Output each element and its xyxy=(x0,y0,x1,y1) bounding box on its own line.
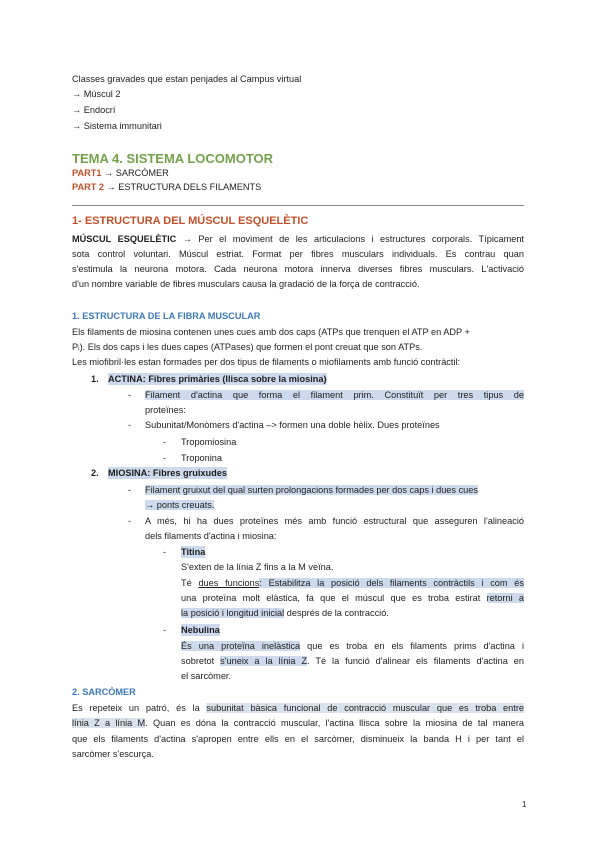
sub1-heading: 1. ESTRUCTURA DE LA FIBRA MUSCULAR xyxy=(72,311,261,321)
bullet-dash: - xyxy=(163,547,167,557)
miosina-b2-line2: dels filaments d'actina i miosina: xyxy=(145,531,277,541)
nebulina-title: Nebulina xyxy=(181,625,220,635)
sub1-p1-line2: Pᵢ). Els dos caps i les dues capes (ATPases) que formen el pont creuat que son ATPs. xyxy=(72,342,423,352)
miosina-b1-line1 xyxy=(145,484,478,496)
titina-l3-hl: retorni a xyxy=(486,593,524,603)
nebulina-l2-pre: sobretot xyxy=(181,656,221,666)
nebulina-l1-post: que es troba en els filaments prims d'actina i xyxy=(300,641,524,651)
sub2-line4: sarcòmer s'escurça. xyxy=(72,749,154,759)
actina-number: 1. xyxy=(91,374,99,384)
nebulina-l1-hl: És una proteïna inelàstica xyxy=(181,641,301,651)
bullet-dash: - xyxy=(128,516,132,526)
bullet-dash: - xyxy=(163,437,167,447)
actina-b1-line2: proteïnes: xyxy=(145,405,186,415)
section1-line1 xyxy=(72,233,524,245)
sub2-l2-post: . Quan es dóna la contracció muscular, l'actina llisca sobre la miosina de tal manera xyxy=(145,718,525,728)
bullet-dash: - xyxy=(163,453,167,463)
sub1-p2: Les miofibril·les estan formades per dos tipus de filaments o miofilaments amb funció contràctil: xyxy=(72,357,461,367)
part1-line xyxy=(72,167,169,179)
miosina-title: MIOSINA: Fibres gruixudes xyxy=(108,468,227,478)
titina-l2-pre: Té xyxy=(181,578,199,588)
page-number: 1 xyxy=(522,800,527,809)
section1-line4: d'un nombre variable de fibres musculars causa la gradació de la força de contracció. xyxy=(72,279,420,289)
titina-l2-post: : Estabilitza la posició dels filaments contràctils i com és xyxy=(259,578,524,588)
titina-line4 xyxy=(181,607,389,619)
sub2-line1 xyxy=(72,702,524,714)
section1-line2: sota control voluntari. Múscul estriat. Format per fibres musculars individuals. Es contrau quan xyxy=(72,249,524,259)
divider xyxy=(72,205,524,206)
miosina-b1-text2: → ponts creuats. xyxy=(145,500,215,510)
part2-text: → ESTRUCTURA DELS FILAMENTS xyxy=(104,182,262,192)
part2-label: PART 2 xyxy=(72,182,104,192)
sub2-heading: 2. SARCÒMER xyxy=(72,687,136,697)
sub2-line3: que els filaments d'actina s'apropen entre ells en el sarcòmer, disminueix la banda H i per tant el xyxy=(72,734,524,744)
titina-l4-hl: la posició i longitud inicial xyxy=(181,608,285,618)
miosina-b2-line1: A més, hi ha dues proteïnes més amb funció estructural que asseguren l'alineació xyxy=(145,516,524,526)
miosina-number: 2. xyxy=(91,468,99,478)
bullet-dash: - xyxy=(128,420,132,430)
tema-title: TEMA 4. SISTEMA LOCOMOTOR xyxy=(72,151,274,166)
titina-title: Titina xyxy=(181,547,206,557)
nebulina-line1 xyxy=(181,640,524,652)
section1-lead: MÚSCUL ESQUELÈTIC → xyxy=(72,234,192,244)
intro-item-muscul: → Múscul 2 xyxy=(72,89,121,99)
titina-line3 xyxy=(181,592,524,604)
actina-title: ACTINA: Fibres primàries (llisca sobre la miosina) xyxy=(108,374,327,384)
miosina-b1-text: Filament gruixut del qual surten prolongacions formades per dos caps i dues cues xyxy=(145,485,478,495)
actina-b2: Subunitat/Monòmers d'actina –> formen una doble hèlix. Dues proteïnes xyxy=(145,420,440,430)
sub2-l2-hl: línia Z a línia M xyxy=(72,718,146,728)
part1-text: → SARCÒMER xyxy=(101,168,169,178)
titina-line2 xyxy=(181,577,524,589)
part1-label: PART1 xyxy=(72,168,102,178)
titina-l2-underline: dues funcions xyxy=(198,578,260,588)
intro-line: Classes gravades que estan penjades al Campus virtual xyxy=(72,74,302,84)
titina-line1: S'exten de la línia Z fins a la M veïna. xyxy=(181,562,334,572)
sub2-line2 xyxy=(72,717,524,729)
intro-item-endocri: → Endocrí xyxy=(72,105,116,115)
bullet-dash: - xyxy=(128,485,132,495)
sub2-l1-hl: subunitat bàsica funcional de contracció muscular que es troba entre xyxy=(206,703,524,713)
bullet-dash: - xyxy=(163,625,167,635)
section1-line3: s'estimula la neurona motora. Cada neurona motora innerva diverses fibres musculars. L'activació xyxy=(72,264,524,274)
actina-b1-text: Filament d'actina que forma el filament prim. Constituït per tres tipus de xyxy=(145,390,524,400)
intro-item-immunitari: → Sistema immunitari xyxy=(72,121,162,131)
sub2-l1-pre: Es repeteix un patró, és la xyxy=(72,703,207,713)
miosina-b1-line2 xyxy=(145,499,214,511)
actina-sub-troponina: Troponina xyxy=(181,453,223,463)
nebulina-l2-post: . Té la funció d'alinear els filaments d'actina en xyxy=(307,656,525,666)
titina-l3-pre: una proteïna molt elàstica, fa que el múscul que es troba estirat xyxy=(181,593,487,603)
sub1-p1-line1: Els filaments de miosina contenen unes cues amb dos caps (ATPs que trenquen el ATP en ADP + xyxy=(72,327,470,337)
bullet-dash: - xyxy=(128,390,132,400)
nebulina-line3: el sarcòmer. xyxy=(181,671,232,681)
section1-heading: 1- ESTRUCTURA DEL MÚSCUL ESQUELÈTIC xyxy=(72,215,309,227)
actina-sub-tropomiosina: Tropomiosina xyxy=(181,437,237,447)
part2-line xyxy=(72,181,261,193)
section1-text1: Per el moviment de les articulacions i estructures corporals. Típicament xyxy=(198,234,524,244)
actina-b1-line1 xyxy=(145,389,524,401)
nebulina-line2 xyxy=(181,655,524,667)
titina-l4-post: després de la contracció. xyxy=(284,608,389,618)
nebulina-l2-hl: s'uneix a la línia Z xyxy=(220,656,308,666)
